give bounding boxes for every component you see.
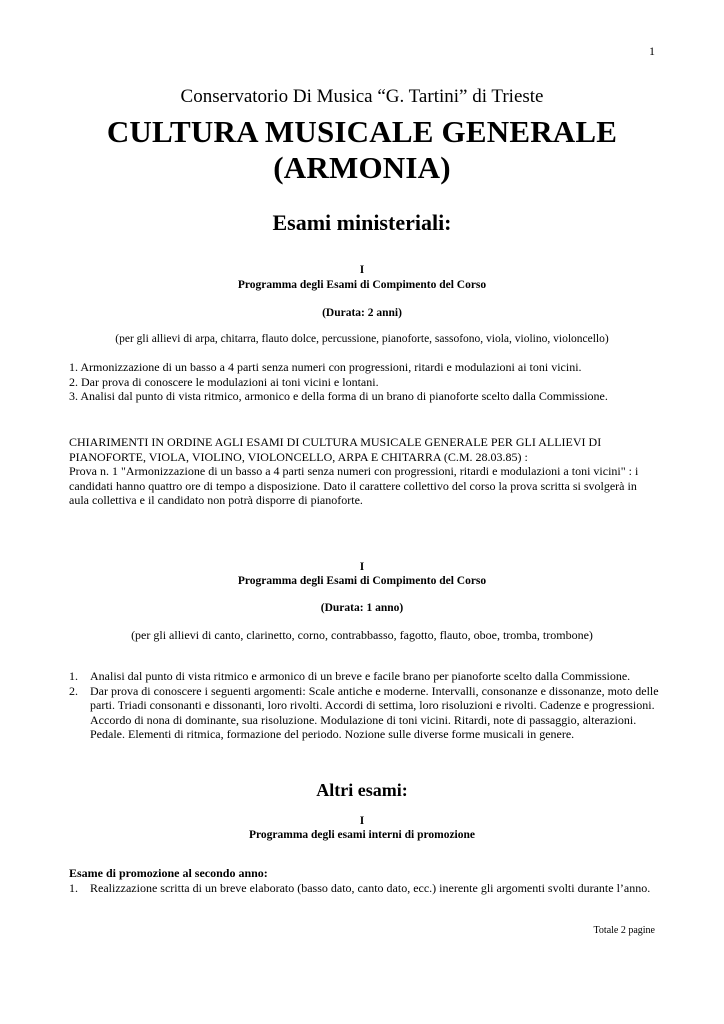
- chiarimenti-section: [69, 435, 659, 508]
- block3-subheading: Esame di promozione al secondo anno:: [69, 866, 268, 880]
- page-number: 1: [649, 44, 655, 58]
- block3-item-1-text: Realizzazione scritta di un breve elaborato (basso dato, canto dato, ecc.) inerente gli argomenti svolti durante l’anno.: [90, 880, 651, 895]
- block1-item-1: 1. Armonizzazione di un basso a 4 parti senza numeri con progressioni, ritardi e modulazioni ai toni vicini.: [69, 360, 582, 374]
- block3-heading: Programma degli esami interni di promozione: [248, 829, 476, 841]
- block3-item-1: [69, 881, 659, 896]
- institution-name: Conservatorio Di Musica “G. Tartini” di Trieste: [180, 86, 544, 107]
- block1-heading: Programma degli Esami di Compimento del Corso: [237, 279, 487, 291]
- block2-item-1-text: Analisi dal punto di vista ritmico e armonico di un breve e facile brano per pianoforte scelto dalla Commissione.: [90, 669, 631, 683]
- section-heading-ministeriali: Esami ministeriali:: [272, 210, 452, 235]
- section-heading-altri: Altri esami:: [316, 780, 408, 800]
- page-footer: Totale 2 pagine: [593, 925, 655, 936]
- chiarimenti-body: Prova n. 1 "Armonizzazione di un basso a 4 parti senza numeri con progressioni, ritardi e modulazioni a toni vicini" : i candidati hanno quattro ore di tempo a disposizione. Dato il carattere collettivo del corso la prova scritta si svolgerà in aula collettiva e il candidato non potrà disporre di pianoforte.: [69, 464, 639, 507]
- block2-item-2-number: 2.: [69, 683, 78, 698]
- chiarimenti-heading: CHIARIMENTI IN ORDINE AGLI ESAMI DI CULTURA MUSICALE GENERALE PER GLI ALLIEVI DI PIANOFORTE, VIOLA, VIOLINO, VIOLONCELLO, ARPA E CHITARRA (C.M. 28.03.85) :: [69, 435, 602, 464]
- block2-heading: Programma degli Esami di Compimento del Corso: [237, 575, 487, 587]
- block2-item-2-text: Dar prova di conoscere i seguenti argomenti: Scale antiche e moderne. Intervalli, consonanze e dissonanze, moto delle parti. Triadi consonanti e dissonanti, loro rivolti. Accordi di settima, loro risoluzioni e rivolti. Cadenze e progressioni. Accordo di nona di dominante, sua risoluzione. Modulazione di toni vicini. Ritardi, note di passaggio, alterazioni. Pedale. Elementi di ritmica, formazione del periodo. Nozione sulle diverse forme musicali in genere.: [90, 683, 659, 741]
- block2-item-1-number: 1.: [69, 669, 78, 683]
- block1-duration: (Durata: 2 anni): [322, 307, 402, 319]
- block3-content: [69, 866, 659, 895]
- block1-list: [69, 360, 659, 404]
- block2-item-1: [69, 669, 659, 684]
- block3-roman: I: [359, 815, 365, 827]
- block1-item-3: 3. Analisi dal punto di vista ritmico, armonico e della forma di un brano di pianoforte scelto dalla Commissione.: [69, 389, 608, 403]
- block2-list: [69, 669, 659, 742]
- block2-audience: (per gli allievi di canto, clarinetto, corno, contrabbasso, fagotto, flauto, oboe, tromba, trombone): [131, 628, 593, 642]
- block1-item-2: 2. Dar prova di conoscere le modulazioni ai toni vicini e lontani.: [69, 374, 379, 389]
- document-title: [0, 114, 724, 186]
- block1-roman: I: [359, 264, 365, 276]
- block2-item-2: [69, 684, 659, 742]
- block2-roman: I: [359, 561, 365, 573]
- title-line-2: (ARMONIA): [273, 150, 451, 185]
- block1-audience: (per gli allievi di arpa, chitarra, flauto dolce, percussione, pianoforte, sassofono, viola, violino, violoncello): [115, 333, 609, 345]
- block2-duration: (Durata: 1 anno): [320, 602, 404, 614]
- title-line-1: CULTURA MUSICALE GENERALE: [106, 114, 618, 149]
- block3-item-1-number: 1.: [69, 880, 78, 895]
